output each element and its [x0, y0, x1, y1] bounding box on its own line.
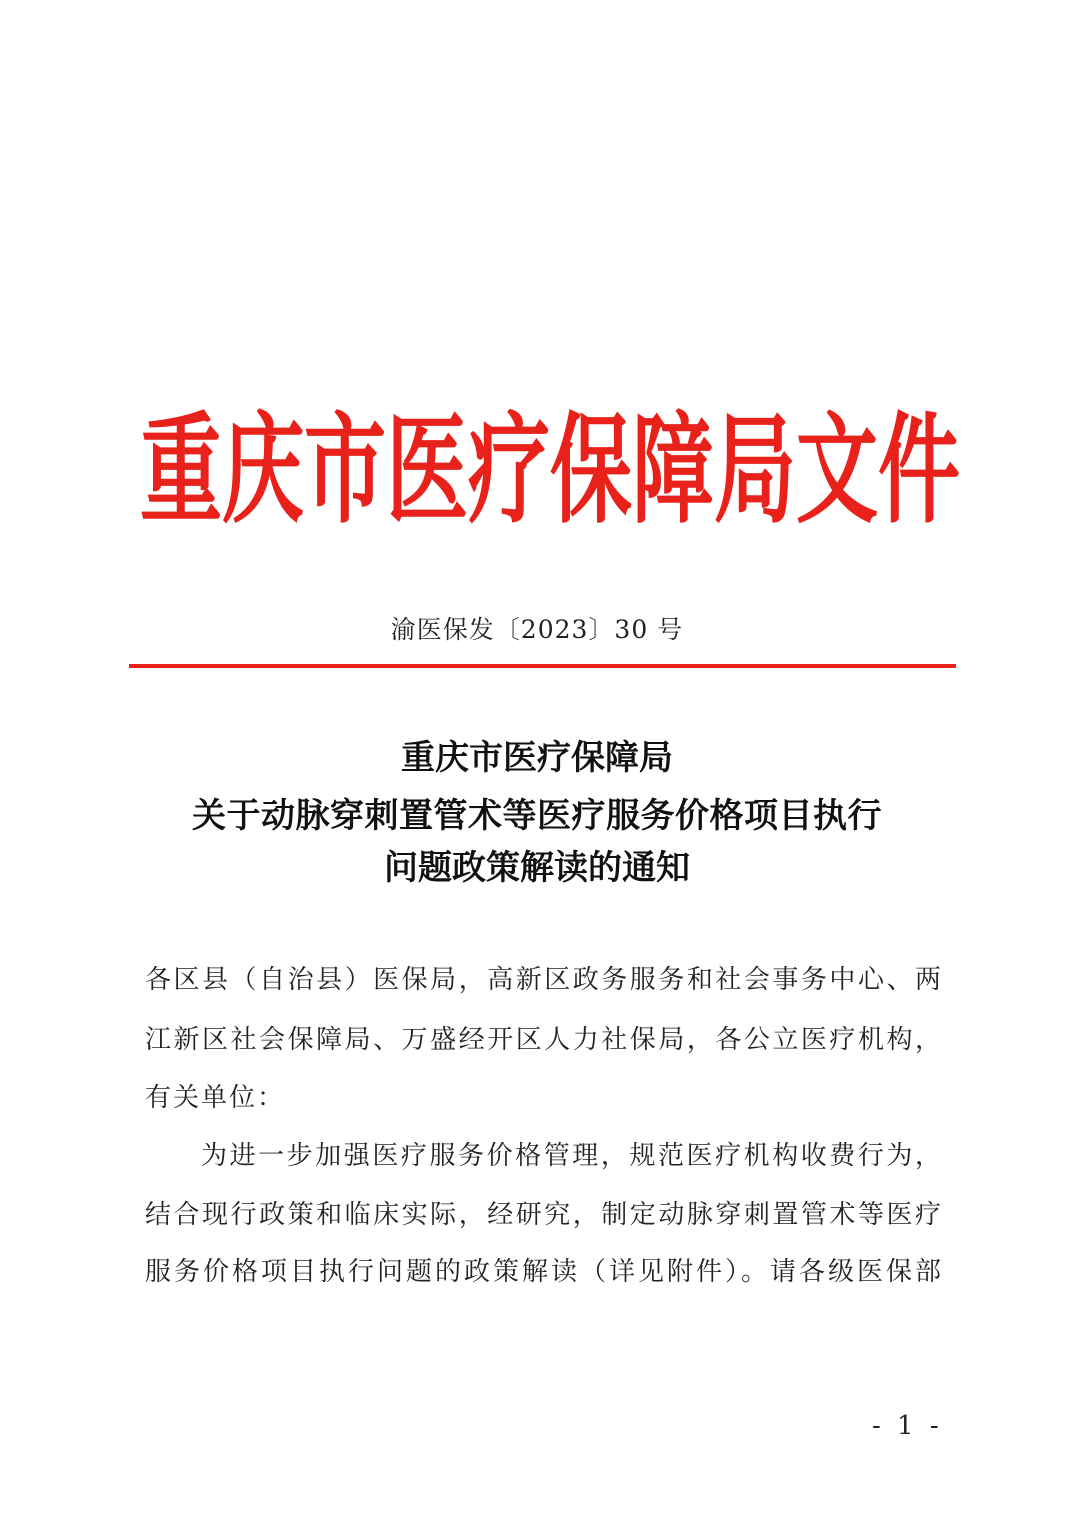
addressee-line-3: 有关单位： [145, 1083, 286, 1113]
addressee-line-2: 江新区社会保障局、万盛经开区人力社保局，各公立医疗机构， [145, 1025, 941, 1055]
masthead-char: 件 [878, 402, 961, 541]
document-number: 渝医保发〔2023〕30 号 [390, 615, 684, 644]
masthead-char: 疗 [468, 402, 551, 541]
masthead-char: 障 [632, 402, 715, 541]
masthead-char: 重 [140, 402, 223, 541]
masthead-char: 医 [386, 402, 469, 541]
masthead-char: 局 [714, 402, 797, 541]
paragraph-line-1: 为进一步加强医疗服务价格管理，规范医疗机构收费行为， [201, 1141, 941, 1171]
paragraph-line-2: 结合现行政策和临床实际，经研究，制定动脉穿刺置管术等医疗 [145, 1200, 941, 1230]
masthead-char: 市 [304, 402, 387, 541]
red-divider [129, 664, 956, 668]
addressee-line-1: 各区县（自治县）医保局，高新区政务服务和社会事务中心、两 [145, 965, 941, 995]
document-title-line-1: 重庆市医疗保障局 [401, 738, 673, 778]
masthead-char: 保 [550, 402, 633, 541]
page-number: - 1 - [872, 1411, 943, 1441]
masthead-title [140, 402, 961, 542]
document-title-line-3: 问题政策解读的通知 [384, 848, 690, 888]
document-title-line-2: 关于动脉穿刺置管术等医疗服务价格项目执行 [192, 796, 882, 836]
masthead-char: 庆 [222, 402, 305, 541]
masthead-char: 文 [796, 402, 879, 541]
paragraph-line-3: 服务价格项目执行问题的政策解读（详见附件）。请各级医保部 [145, 1257, 941, 1287]
